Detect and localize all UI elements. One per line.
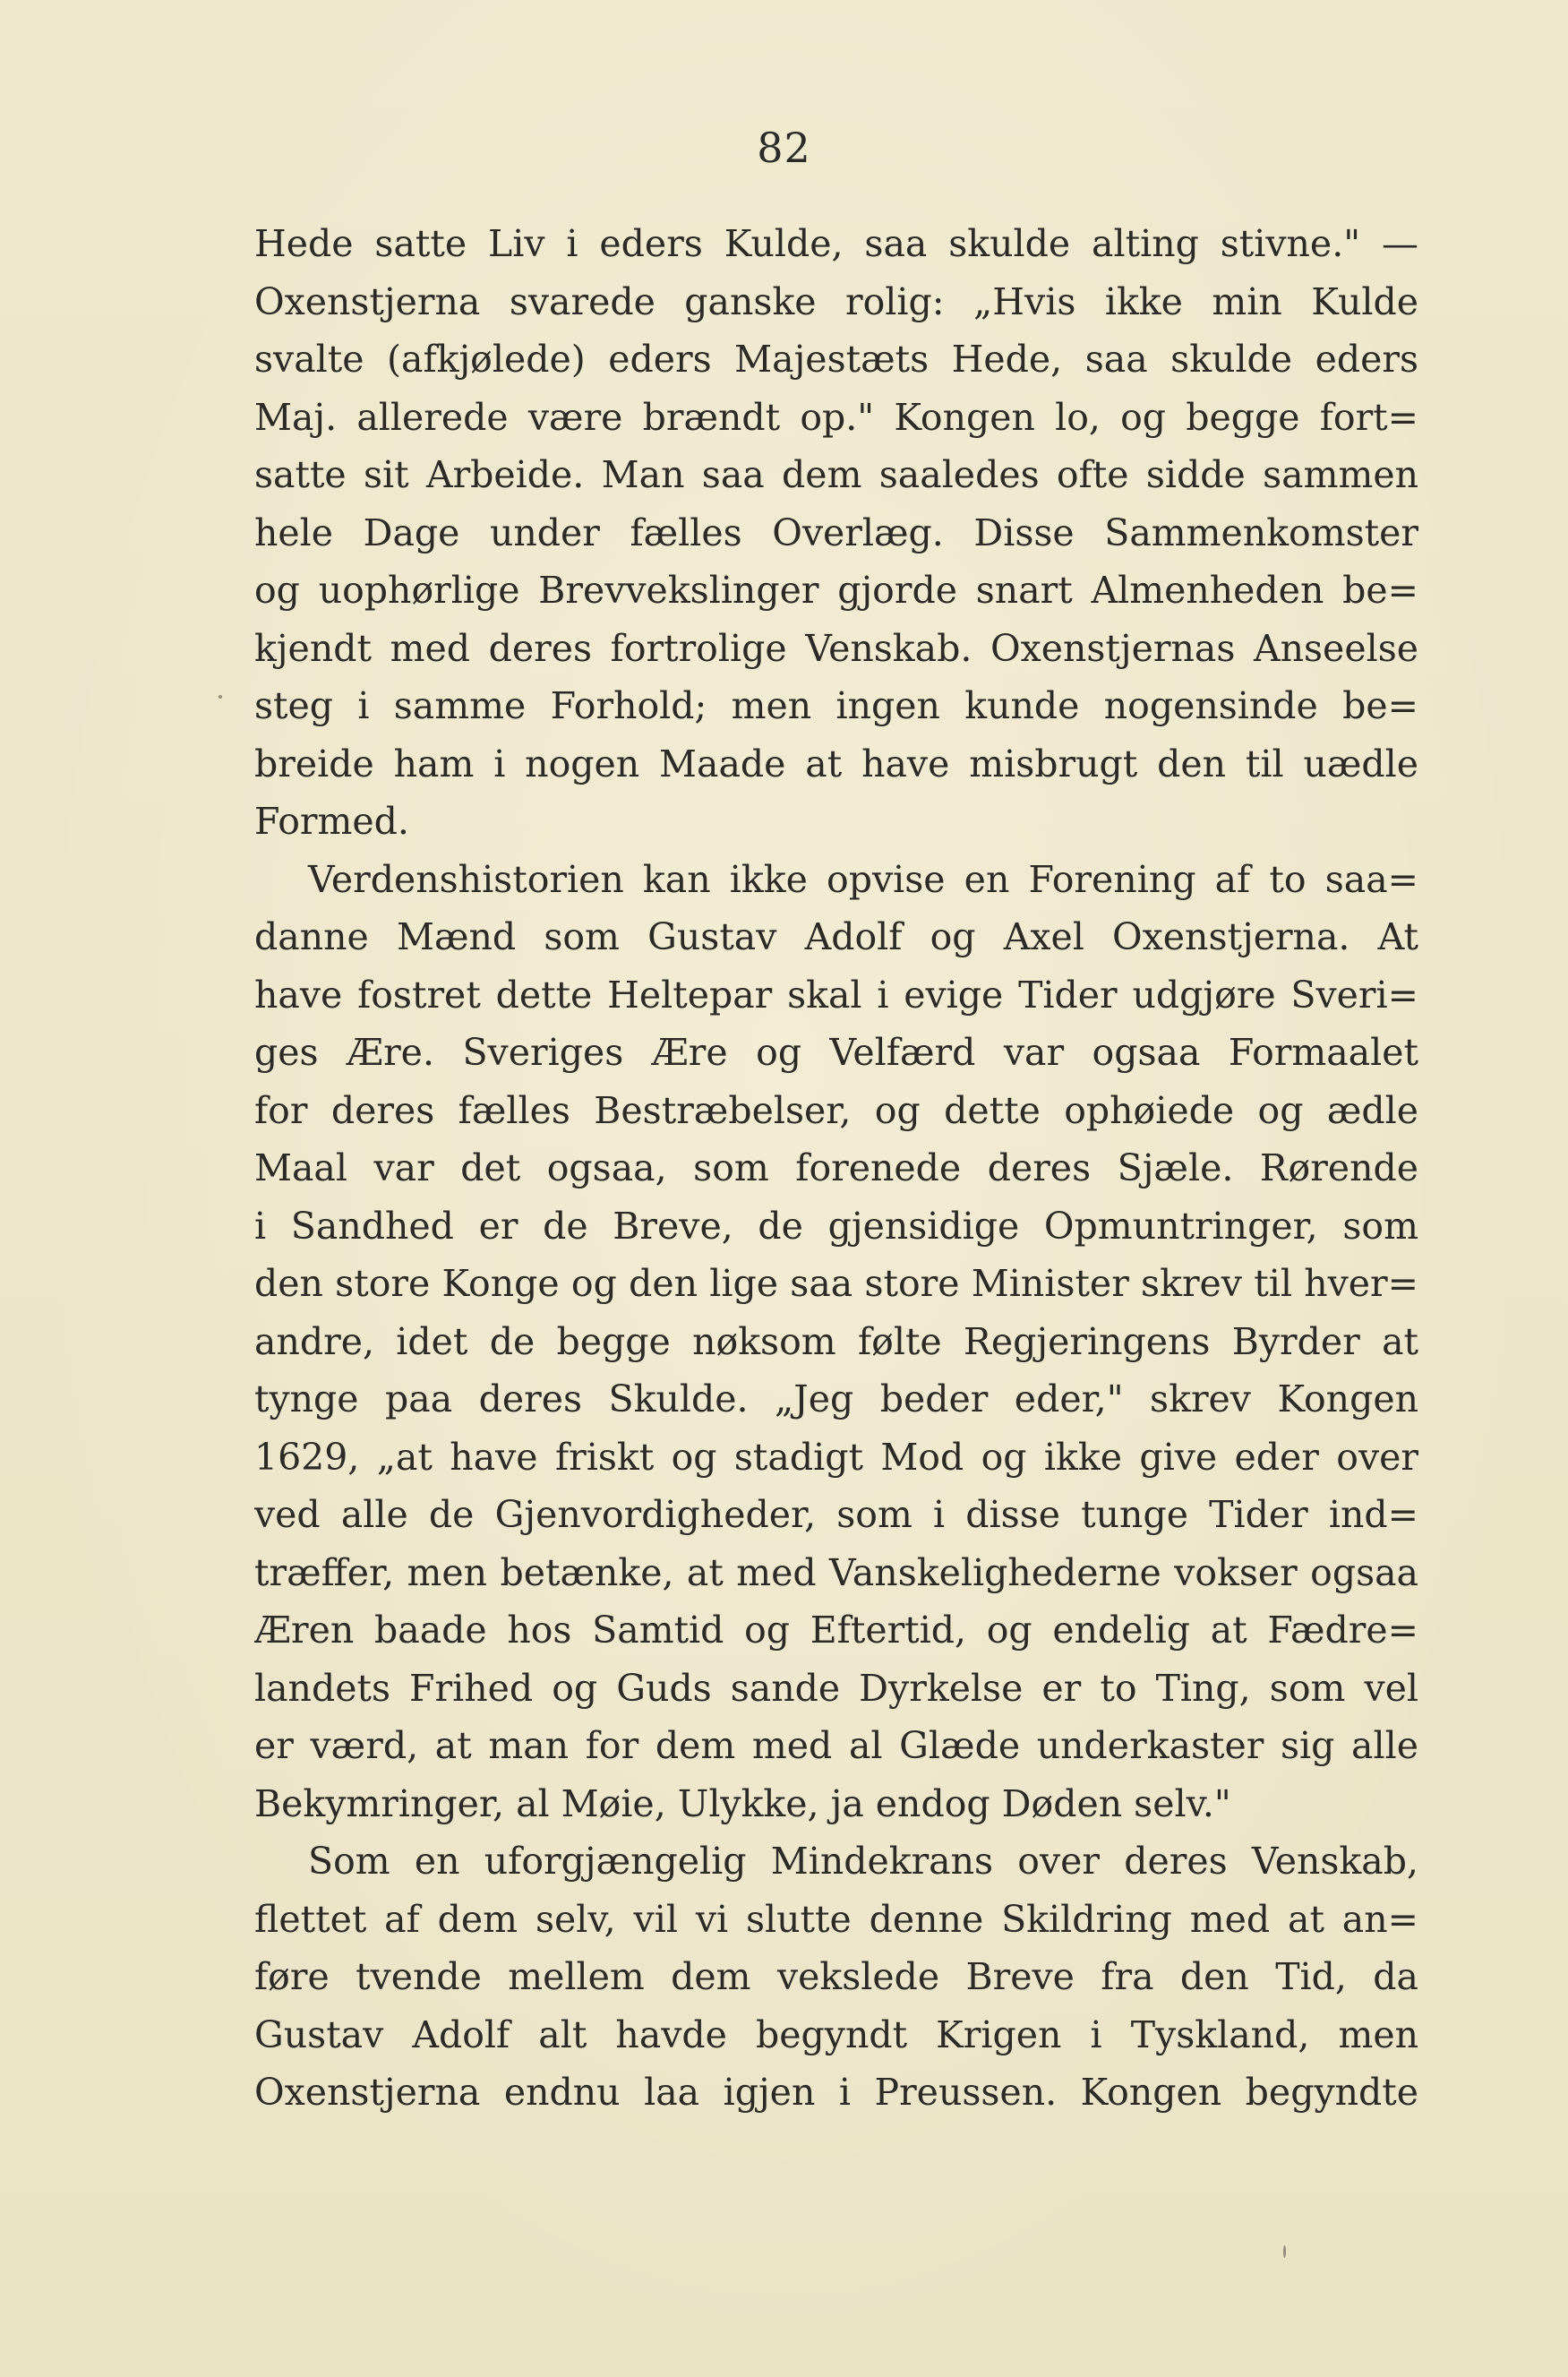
text-line: breide ham i nogen Maade at have misbrugt den til uædle (254, 742, 1418, 785)
text-line: Oxenstjerna svarede ganske rolig: „Hvis ikke min Kulde (254, 279, 1418, 323)
text-line: ved alle de Gjenvordigheder, som i disse tunge Tider ind= (254, 1493, 1418, 1536)
text-line: er værd, at man for dem med al Glæde underkaster sig alle (254, 1724, 1418, 1767)
paper-speck (218, 695, 222, 699)
text-line: flettet af dem selv, vil vi slutte denne Skildring med at an= (254, 1897, 1418, 1941)
text-line: landets Frihed og Guds sande Dyrkelse er to Ting, som vel (254, 1666, 1418, 1710)
text-line: Som en uforgjængelig Mindekrans over deres Venskab, (308, 1840, 1418, 1883)
text-line: 1629, „at have friskt og stadigt Mod og ikke give eder over (254, 1435, 1418, 1479)
text-line: Hede satte Liv i eders Kulde, saa skulde alting stivne." — (254, 222, 1418, 265)
paper-speck (1283, 2245, 1286, 2258)
text-line: ges Ære. Sveriges Ære og Velfærd var ogsaa Formaalet (254, 1031, 1418, 1074)
text-line: have fostret dette Heltepar skal i evige Tider udgjøre Sveri= (254, 973, 1418, 1017)
text-line: hele Dage under fælles Overlæg. Disse Sammenkomster (254, 511, 1418, 554)
text-line: for deres fælles Bestræbelser, og dette ophøiede og ædle (254, 1088, 1418, 1132)
text-line: og uophørlige Brevvekslinger gjorde snart Almenheden be= (254, 569, 1418, 612)
text-line: svalte (afkjølede) eders Majestæts Hede, saa skulde eders (254, 338, 1418, 381)
text-line: Maj. allerede være brændt op." Kongen lo, og begge fort= (254, 395, 1418, 439)
text-line: Oxenstjerna endnu laa igjen i Preussen. Kongen begyndte (254, 2071, 1418, 2114)
text-line: steg i samme Forhold; men ingen kunde nogensinde be= (254, 684, 1418, 727)
text-line: andre, idet de begge nøksom følte Regjeringens Byrder at (254, 1319, 1418, 1363)
text-line: Gustav Adolf alt havde begyndt Krigen i Tyskland, men (254, 2012, 1418, 2056)
text-line: kjendt med deres fortrolige Venskab. Oxenstjernas Anseelse (254, 626, 1418, 670)
text-line: Formed. (254, 800, 409, 843)
text-line: Æren baade hos Samtid og Eftertid, og endelig at Fædre= (254, 1609, 1418, 1652)
text-line: Maal var det ogsaa, som forenede deres Sjæle. Rørende (254, 1146, 1418, 1189)
text-line: Verdenshistorien kan ikke opvise en Forening af to saa= (308, 857, 1418, 901)
text-line: den store Konge og den lige saa store Minister skrev til hver= (254, 1262, 1418, 1305)
text-line: satte sit Arbeide. Man saa dem saaledes ofte sidde sammen (254, 453, 1418, 496)
body-text (254, 215, 1418, 2122)
text-line: føre tvende mellem dem vekslede Breve fra den Tid, da (254, 1955, 1418, 1998)
text-line: tynge paa deres Skulde. „Jeg beder eder," skrev Kongen (254, 1377, 1418, 1420)
page-number: 82 (757, 124, 811, 172)
text-line: træffer, men betænke, at med Vanskelighederne vokser ogsaa (254, 1550, 1418, 1594)
text-line: danne Mænd som Gustav Adolf og Axel Oxenstjerna. At (254, 915, 1418, 958)
text-line: Bekymringer, al Møie, Ulykke, ja endog Døden selv." (254, 1781, 1231, 1825)
text-line: i Sandhed er de Breve, de gjensidige Opmuntringer, som (254, 1204, 1418, 1248)
